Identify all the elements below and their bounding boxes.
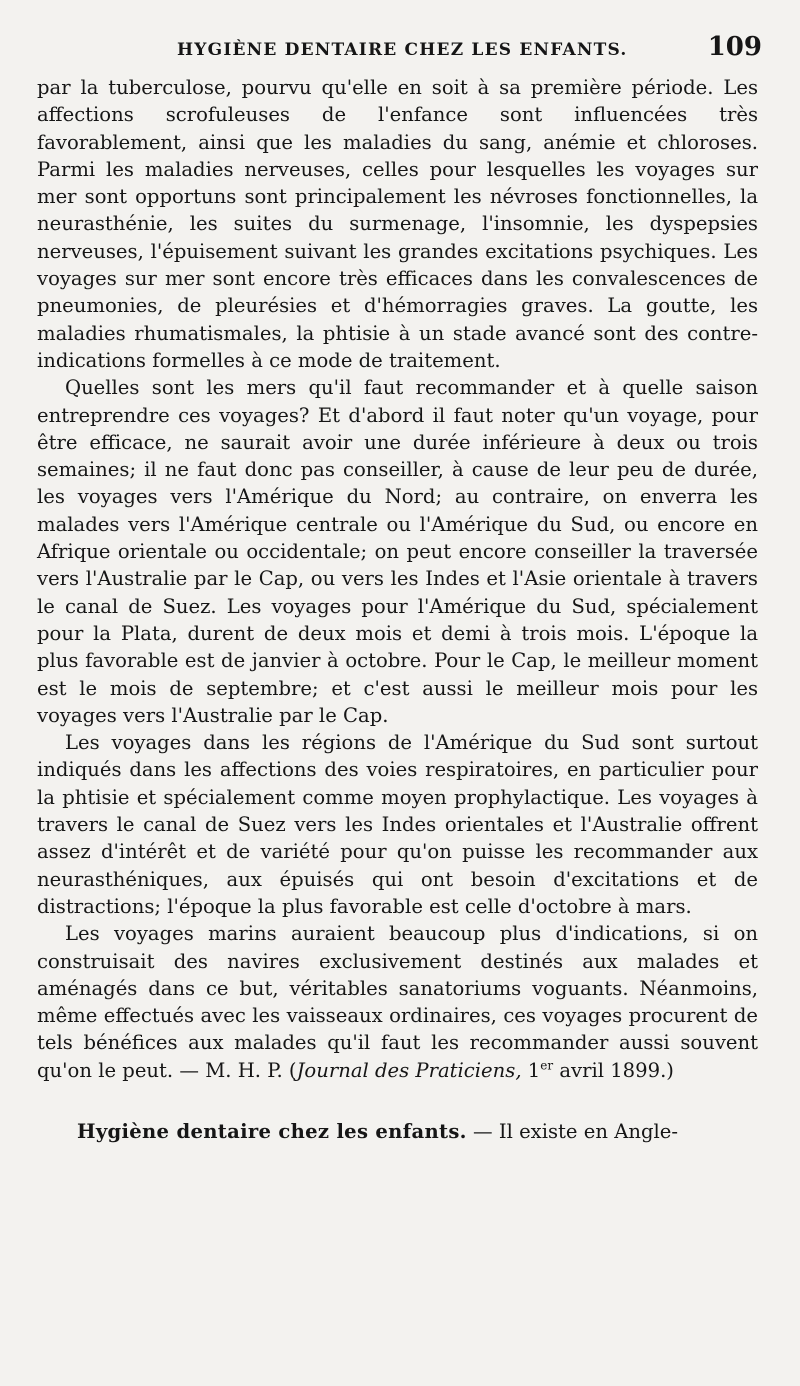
next-article-text: — Il existe en Angle- <box>466 1119 678 1143</box>
citation-day-suffix: er <box>540 1058 554 1073</box>
article-body <box>37 74 758 1084</box>
running-title: HYGIÈNE DENTAIRE CHEZ LES ENFANTS. <box>177 40 628 60</box>
citation-day: 1 <box>527 1058 541 1082</box>
page-number: 109 <box>707 32 762 62</box>
running-head <box>37 30 762 74</box>
next-article-heading: Hygiène dentaire chez les enfants. <box>77 1119 467 1143</box>
paragraph-3: Les voyages dans les régions de l'Amérique du Sud sont surtout indiqués dans les affections des voies respiratoires, en particulier pour la phtisie et spécialement comme moyen prophylactique. Les voyages à travers le canal de Suez vers les Indes orientales et l'Australie offrent assez d'intérêt et de variété pour qu'on puisse les recommander aux neurasthéniques, aux épuisés qui ont besoin d'excitations et de distractions; l'époque la plus favorable est celle d'octobre à mars. <box>37 731 758 918</box>
paragraph-1: par la tuberculose, pourvu qu'elle en soit à sa première période. Les affections scrofuleuses de l'enfance sont influencées très favorablement, ainsi que les maladies du sang, anémie et chloroses. Parmi les maladies nerveuses, celles pour lesquelles les voyages sur mer sont opportuns sont principalement les névroses fonctionnelles, la neurasthénie, les suites du surmenage, l'insomnie, les dyspepsies nerveuses, l'épuisement suivant les grandes excitations psychiques. Les voyages sur mer sont encore très efficaces dans les convalescences de pneumonies, de pleurésies et d'hémorragies graves. La goutte, les maladies rhumatismales, la phtisie à un stade avancé sont des contre-indications formelles à ce mode de traitement. <box>37 76 758 372</box>
next-article <box>37 1118 758 1145</box>
paragraph-4-text: Les voyages marins auraient beaucoup plus d'indications, si on construisait des navires exclusivement destinés aux malades et aménagés dans ce but, véritables sanatoriums voguants. Néanmoins, même effectués avec les vaisseaux ordinaires, ces voyages procurent de tels bénéfices aux malades qu'il faut les recommander aussi souvent qu'on le peut. — M. H. P. ( <box>37 922 758 1082</box>
paragraph-4 <box>37 920 758 1084</box>
citation-date: avril 1899.) <box>553 1058 674 1082</box>
paragraph-2: Quelles sont les mers qu'il faut recommander et à quelle saison entreprendre ces voyages? Et d'abord il faut noter qu'un voyage, pour être efficace, ne saurait avoir une durée inférieure à deux ou trois semaines; il ne faut donc pas conseiller, à cause de leur peu de durée, les voyages vers l'Amérique du Nord; au contraire, on enverra les malades vers l'Amérique centrale ou l'Amérique du Sud, ou encore en Afrique orientale ou occidentale; on peut encore conseiller la traversée vers l'Australie par le Cap, ou vers les Indes et l'Asie orientale à travers le canal de Suez. Les voyages pour l'Amérique du Sud, spécialement pour la Plata, durent de deux mois et demi à trois mois. L'époque la plus favorable est de janvier à octobre. Pour le Cap, le meilleur moment est le mois de septembre; et c'est aussi le meilleur mois pour les voyages vers l'Australie par le Cap. <box>37 376 758 727</box>
journal-citation: Journal des Praticiens, <box>296 1058 522 1082</box>
